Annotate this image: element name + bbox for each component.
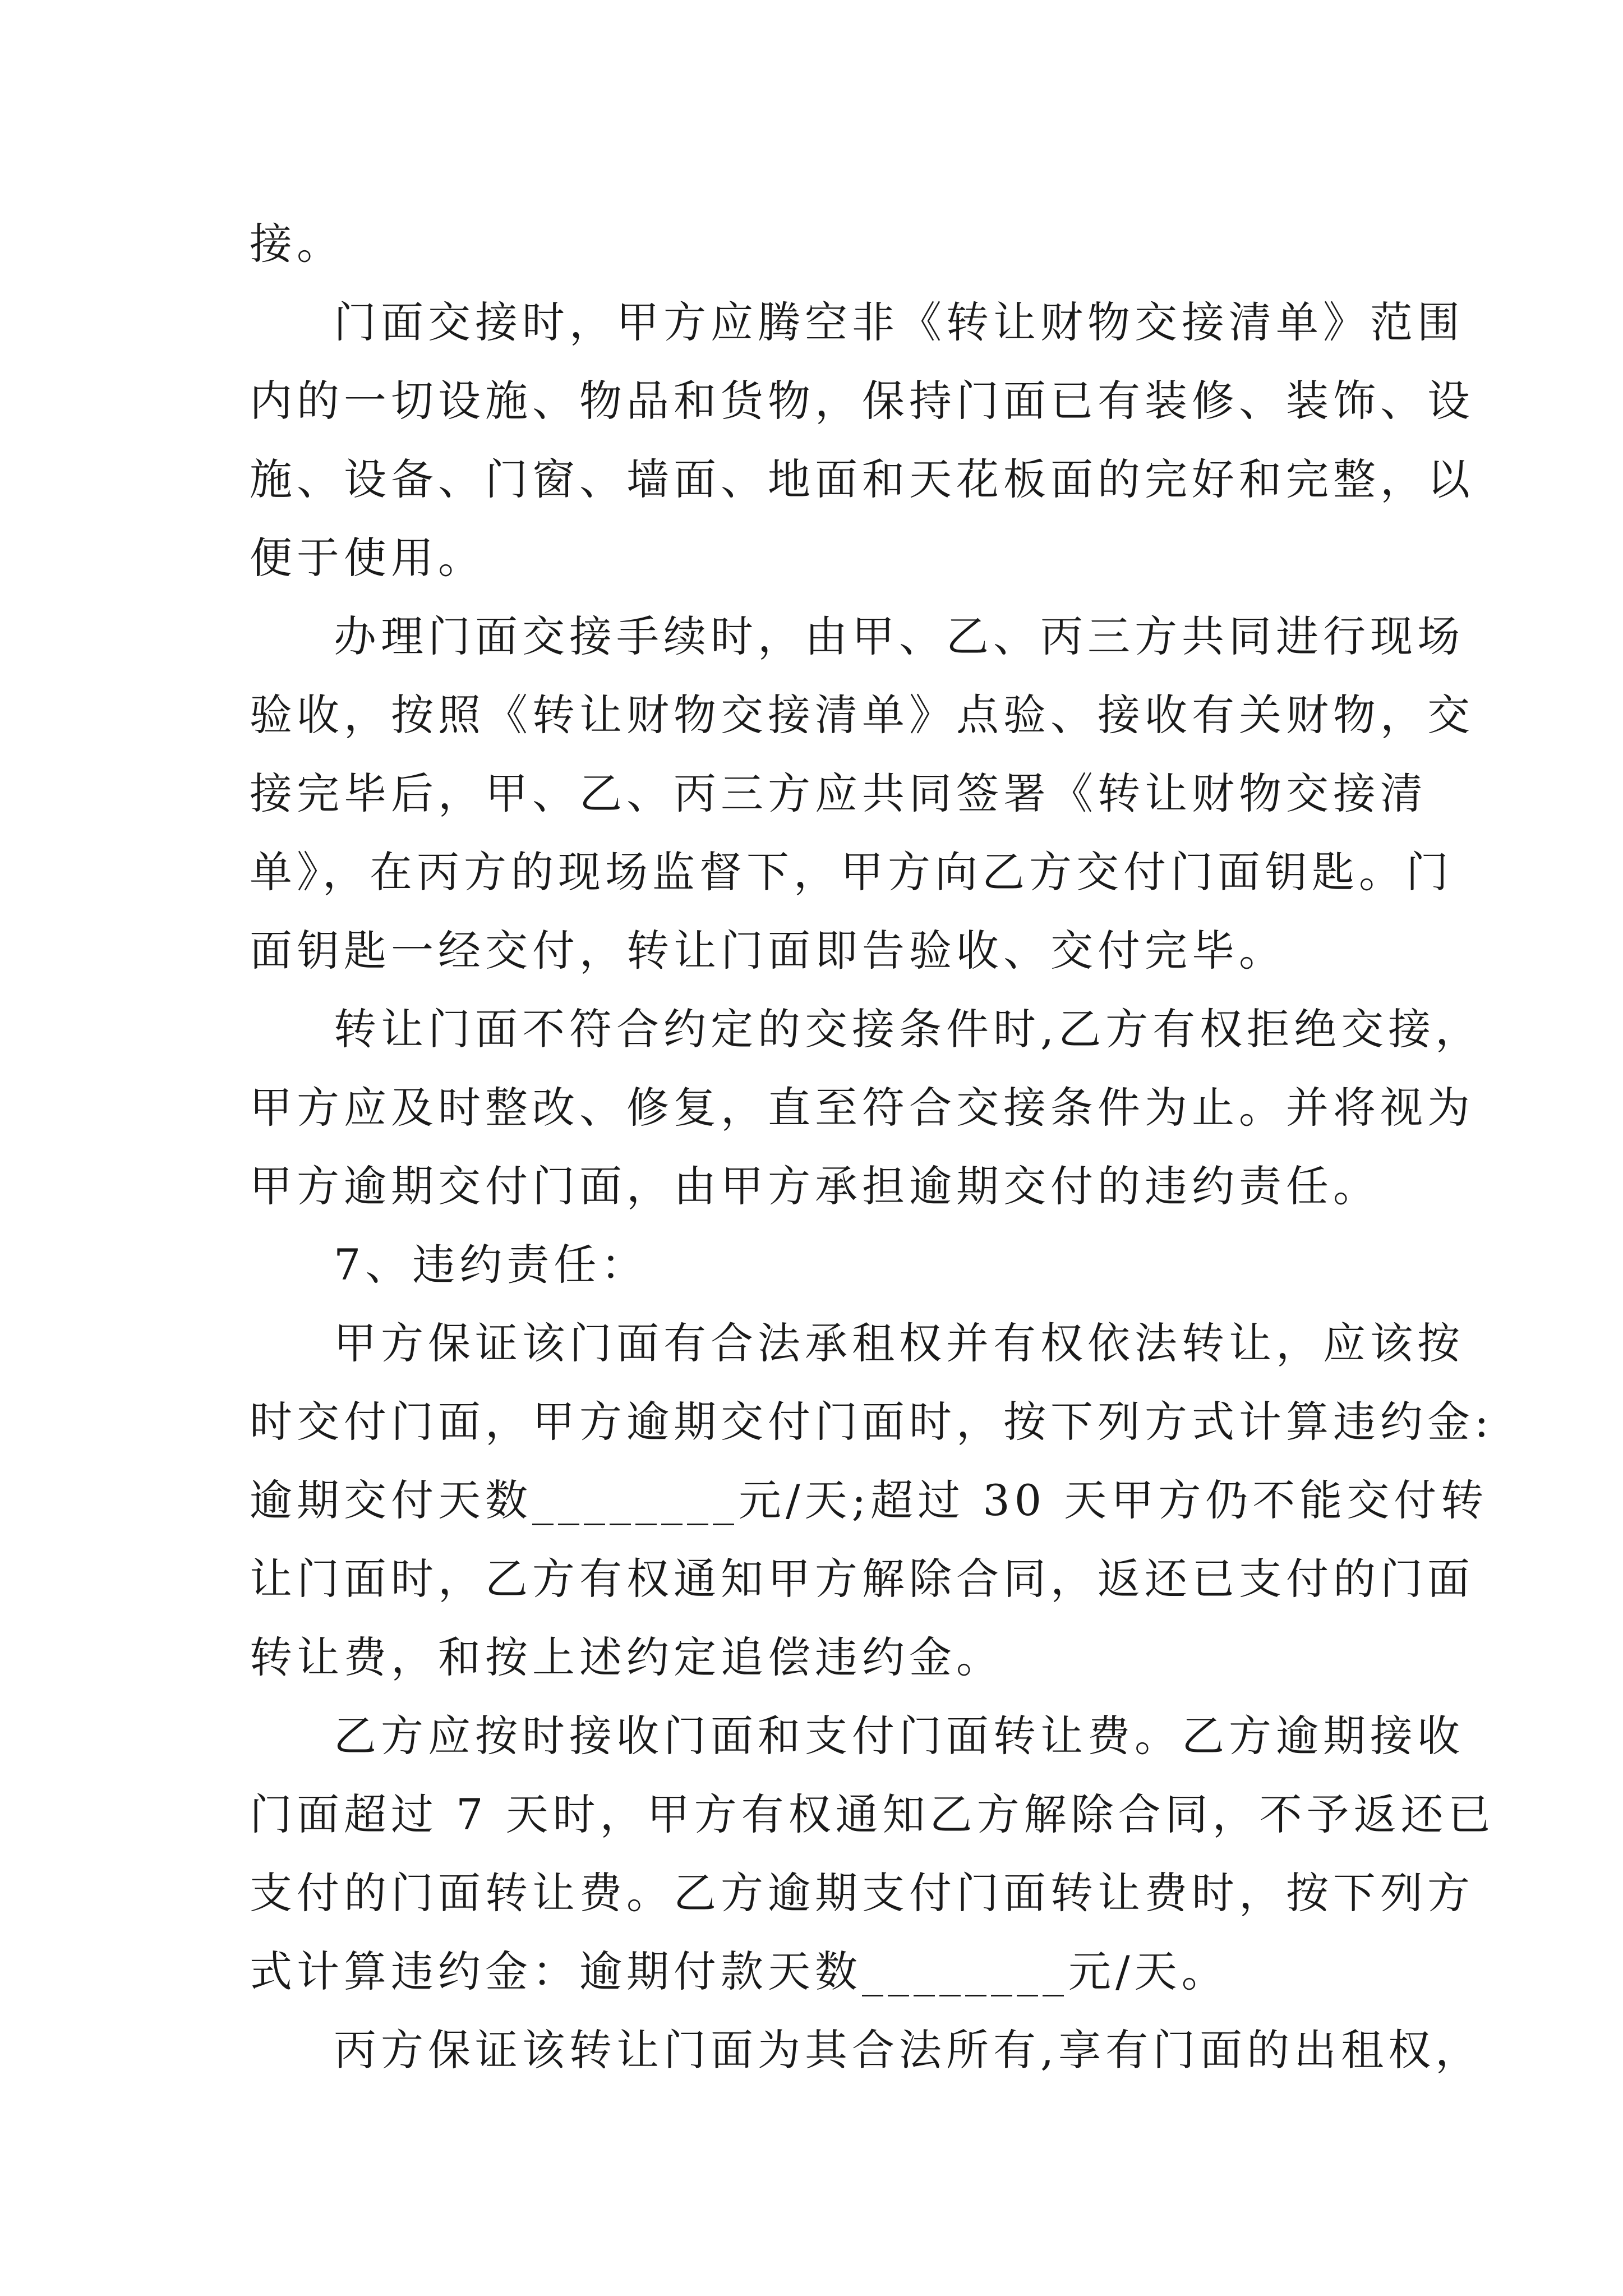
text-line: 门面超过 7 天时，甲方有权通知乙方解除合同，不予返还已: [250, 1789, 1495, 1839]
text-line: 转让费，和按上述约定追偿违约金。: [250, 1632, 1003, 1682]
paragraph-start-line: 门面交接时，甲方应腾空非《转让财物交接清单》范围: [334, 297, 1464, 347]
paragraph-start-line: 丙方保证该转让门面为其合法所有,享有门面的出租权，: [334, 2025, 1483, 2075]
text-line: 逾期交付天数________元/天;超过 30 天甲方仍不能交付转: [250, 1475, 1488, 1525]
section-heading: 7、违约责任：: [334, 1240, 648, 1290]
text-line: 验收，按照《转让财物交接清单》点验、接收有关财物，交: [250, 690, 1474, 740]
text-line: 便于使用。: [250, 533, 485, 583]
text-line: 式计算违约金：逾期付款天数________元/天。: [250, 1947, 1229, 1996]
text-line: 让门面时，乙方有权通知甲方解除合同，返还已支付的门面: [250, 1554, 1474, 1604]
text-line: 接完毕后，甲、乙、丙三方应共同签署《转让财物交接清: [250, 769, 1427, 818]
text-line: 甲方应及时整改、修复，直至符合交接条件为止。并将视为: [250, 1083, 1474, 1133]
paragraph-start-line: 甲方保证该门面有合法承租权并有权依法转让，应该按: [334, 1318, 1464, 1368]
text-line: 面钥匙一经交付，转让门面即告验收、交付完毕。: [250, 926, 1286, 976]
text-line: 施、设备、门窗、墙面、地面和天花板面的完好和完整，以: [250, 454, 1474, 504]
text-line: 支付的门面转让费。乙方逾期支付门面转让费时，按下列方: [250, 1868, 1474, 1918]
paragraph-start-line: 办理门面交接手续时，由甲、乙、丙三方共同进行现场: [334, 611, 1464, 661]
paragraph-start-line: 转让门面不符合约定的交接条件时,乙方有权拒绝交接，: [334, 1004, 1483, 1054]
text-line: 时交付门面，甲方逾期交付门面时，按下列方式计算违约金:: [250, 1397, 1493, 1447]
text-line: 接。: [250, 219, 344, 269]
text-line: 甲方逾期交付门面，由甲方承担逾期交付的违约责任。: [250, 1161, 1380, 1211]
text-line: 单》，在丙方的现场监督下，甲方向乙方交付门面钥匙。门: [250, 847, 1453, 897]
paragraph-start-line: 乙方应按时接收门面和支付门面转让费。乙方逾期接收: [334, 1711, 1464, 1761]
text-line: 内的一切设施、物品和货物，保持门面已有装修、装饰、设: [250, 376, 1474, 426]
